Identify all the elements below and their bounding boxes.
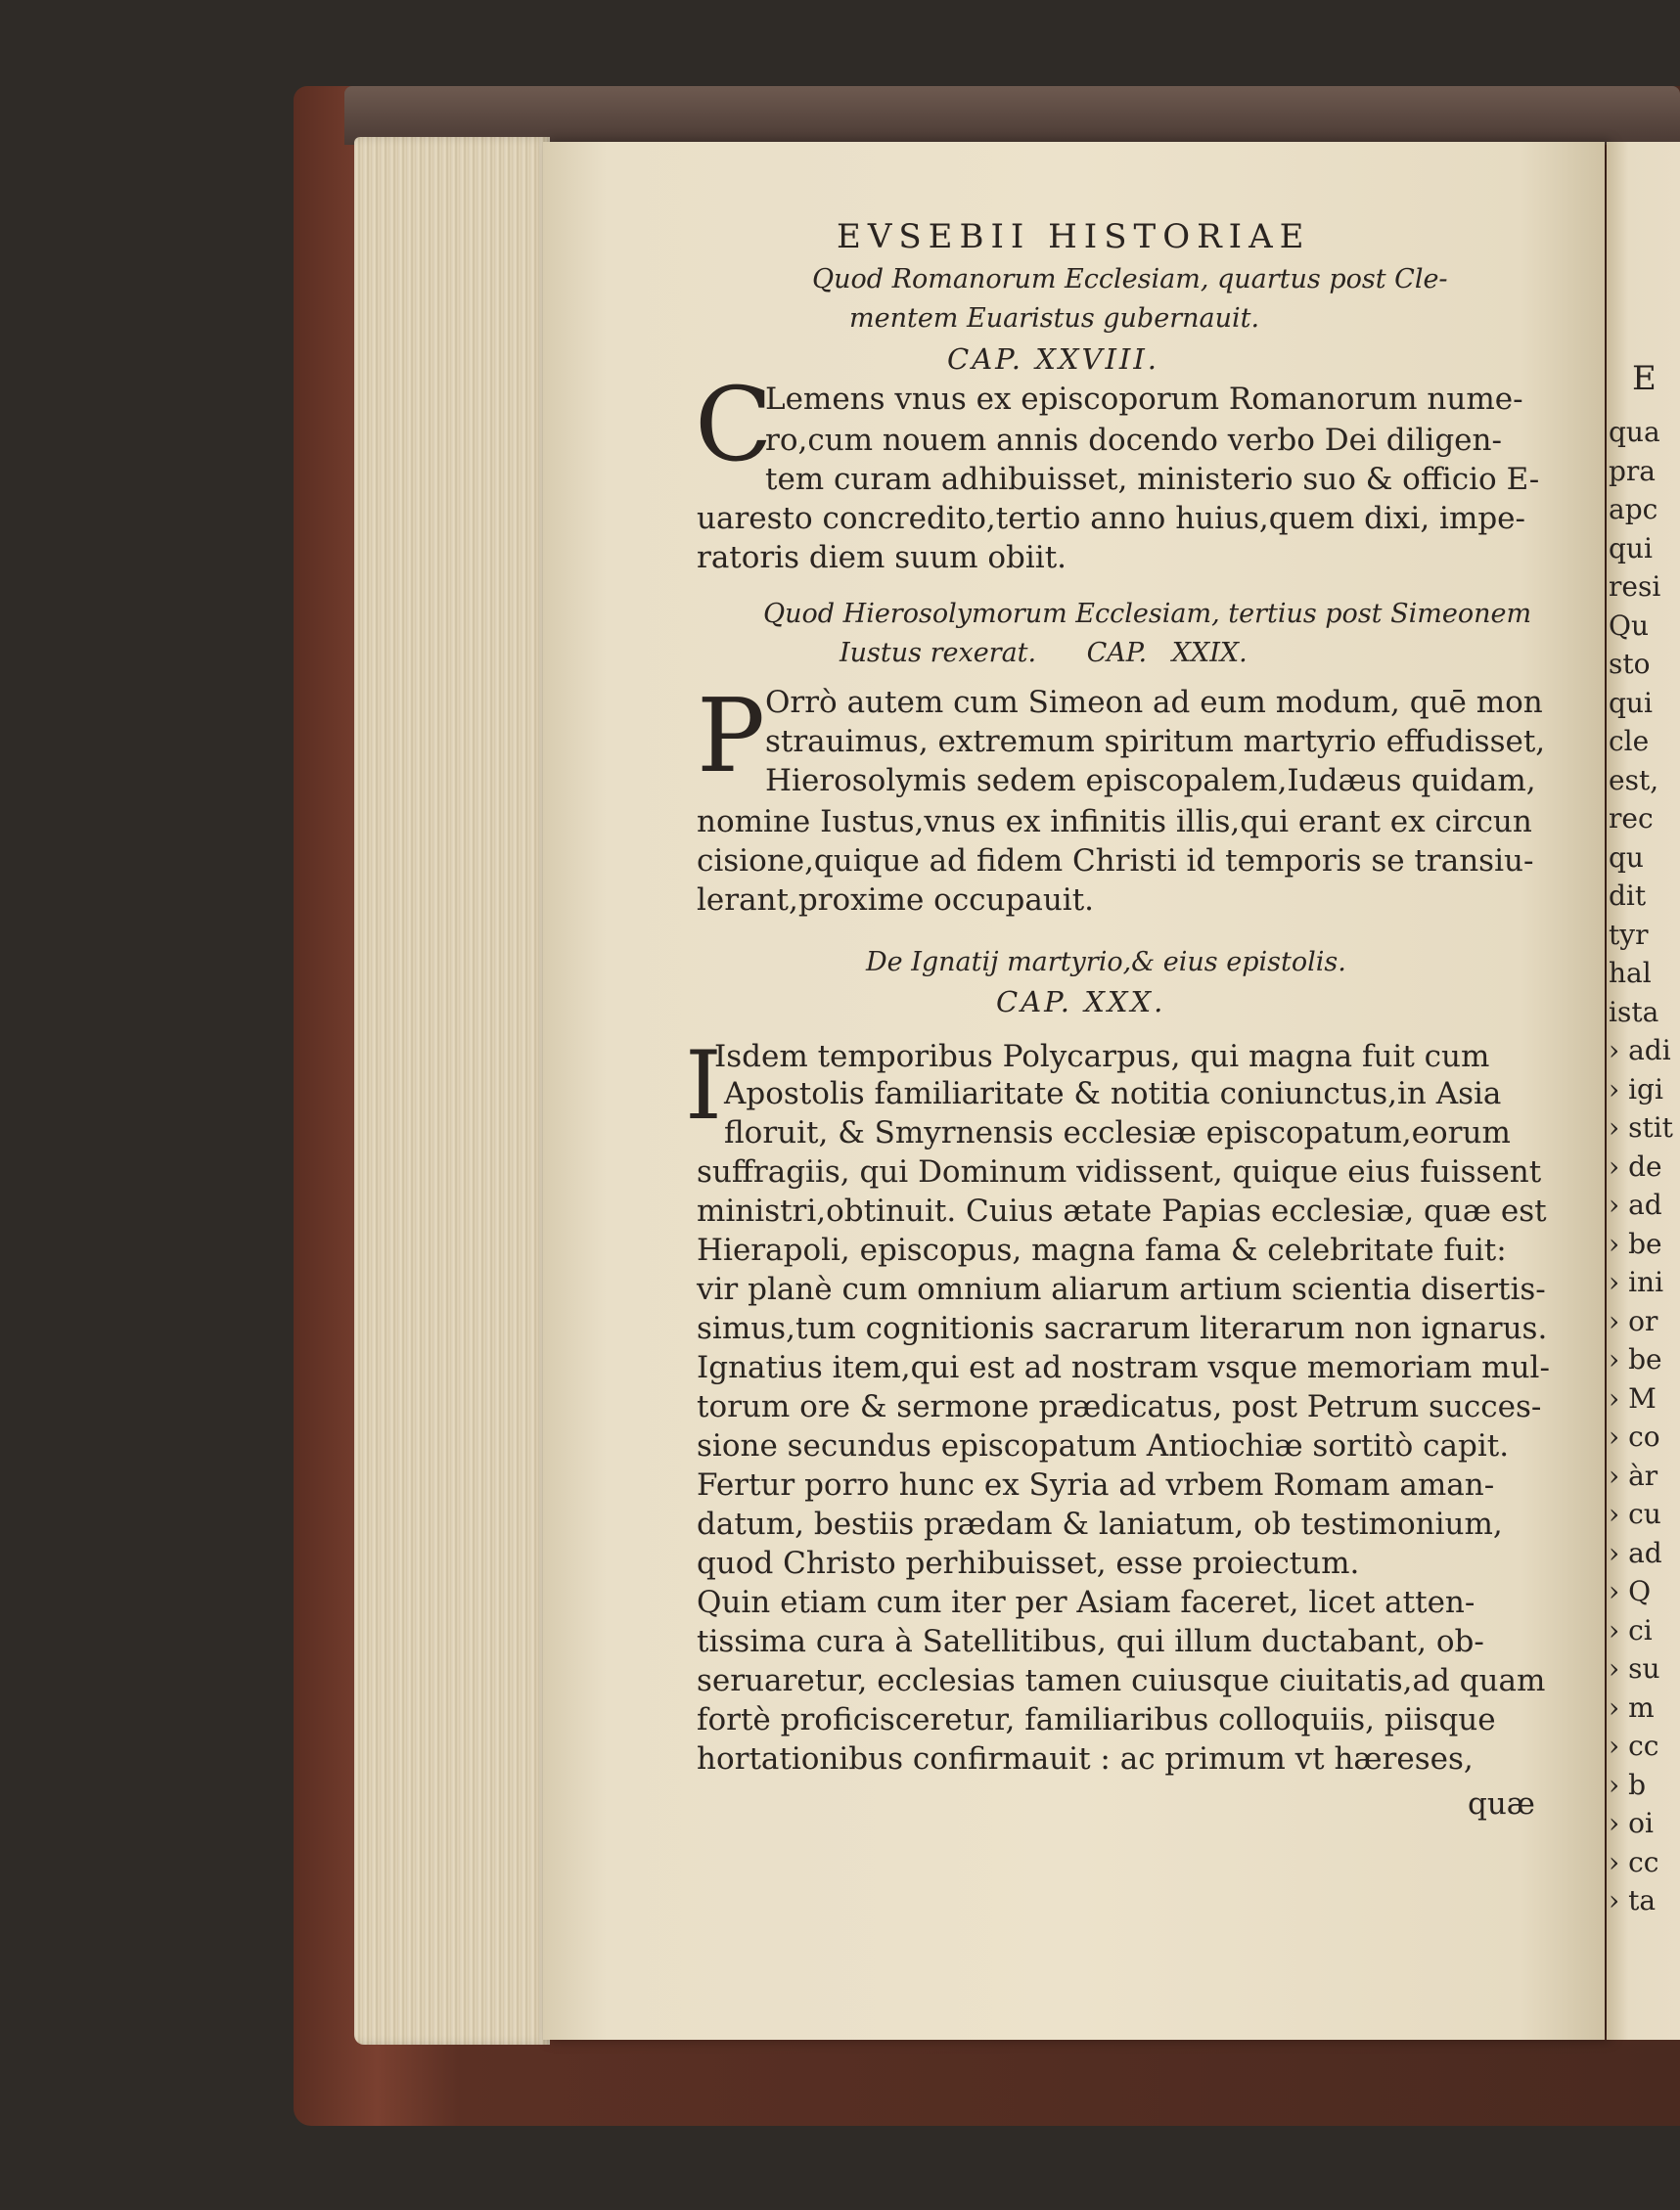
- chapter-28-title-line-2: mentem Euaristus gubernauit.: [849, 303, 1260, 334]
- chapter-29-title-line-2: Iustus rexerat. CAP. XXIX.: [840, 638, 1248, 668]
- right-page-fragment: › ci: [1609, 1613, 1653, 1646]
- right-page-fragment: › or: [1609, 1304, 1658, 1337]
- right-page-fragment: › ini: [1609, 1266, 1664, 1298]
- page-fore-edge: [354, 137, 550, 2045]
- right-page-fragment: apc: [1609, 493, 1658, 525]
- right-page-fragment: › be: [1609, 1227, 1662, 1260]
- right-page-fragment: › su: [1609, 1652, 1660, 1685]
- right-page-fragment: qua: [1609, 416, 1660, 448]
- chapter-30-line-12: Fertur porro hunc ex Syria ad vrbem Romam aman-: [697, 1467, 1495, 1503]
- chapter-30-line-9: Ignatius item,qui est ad nostram vsque memoriam mul-: [697, 1350, 1550, 1385]
- right-page-fragment: sto: [1609, 648, 1651, 680]
- chapter-29-line-5: cisione,quique ad fidem Christi id temporis se transiu-: [697, 843, 1534, 879]
- chapter-30-line-13: datum, bestiis prædam & laniatum, ob testimonium,: [697, 1507, 1503, 1542]
- right-page-fragment: qui: [1609, 531, 1653, 564]
- right-page-fragment: › Q: [1609, 1575, 1652, 1607]
- right-page-fragment: › cu: [1609, 1498, 1661, 1530]
- book-top-edge: [344, 86, 1680, 145]
- chapter-30-line-5: ministri,obtinuit. Cuius ætate Papias ecclesiæ, quæ est: [697, 1194, 1547, 1229]
- right-page-fragment: › oi: [1609, 1807, 1654, 1839]
- chapter-30-line-17: seruaretur, ecclesias tamen cuiusque ciuitatis,ad quam: [697, 1663, 1546, 1698]
- right-page-fragment: › co: [1609, 1421, 1660, 1453]
- chapter-30-line-15: Quin etiam cum iter per Asiam faceret, licet atten-: [697, 1585, 1476, 1620]
- chapter-29-line-6: lerant,proxime occupauit.: [697, 882, 1095, 918]
- right-page-fragment: resi: [1609, 570, 1661, 603]
- chapter-28-dropcap: C: [695, 365, 773, 484]
- right-page-fragment: qu: [1609, 840, 1644, 874]
- chapter-28-line-3: tem curam adhibuisset, ministerio suo & officio E-: [765, 462, 1540, 497]
- chapter-29-line-1: Orrò autem cum Simeon ad eum modum, quē mon: [765, 685, 1543, 720]
- right-page-fragment: › m: [1609, 1691, 1655, 1724]
- chapter-30-line-18: fortè proficisceretur, familiaribus colloquiis, piisque: [697, 1702, 1496, 1737]
- right-page-fragment: Qu: [1609, 609, 1649, 642]
- right-page-fragment: › ad: [1609, 1189, 1662, 1221]
- right-page-fragment: rec: [1609, 802, 1654, 834]
- chapter-28-cap: CAP. XXVIII.: [947, 342, 1160, 376]
- chapter-30-line-7: vir planè cum omnium aliarum artium scientia disertis-: [697, 1272, 1546, 1307]
- chapter-30-line-19: hortationibus confirmauit : ac primum vt hæreses,: [697, 1741, 1474, 1777]
- chapter-28-line-5: ratoris diem suum obiit.: [697, 540, 1067, 575]
- right-page-fragment: › adi: [1609, 1034, 1671, 1066]
- chapter-30-cap: CAP. XXX.: [996, 985, 1166, 1018]
- chapter-30-line-8: simus,tum cognitionis sacrarum literarum non ignarus.: [697, 1311, 1548, 1346]
- chapter-29-title-line-1: Quod Hierosolymorum Ecclesiam, tertius post Simeonem: [763, 599, 1532, 629]
- right-page-fragment: hal: [1609, 957, 1652, 989]
- right-page-fragment: qui: [1609, 686, 1653, 719]
- chapter-30-line-11: sione secundus episcopatum Antiochiæ sortitò capit.: [697, 1428, 1510, 1464]
- chapter-30-line-16: tissima cura à Satellitibus, qui illum ductabant, ob-: [697, 1624, 1484, 1659]
- chapter-30-line-2: Apostolis familiaritate & notitia coniunctus,in Asia: [724, 1076, 1502, 1111]
- right-page-fragment: › ta: [1609, 1884, 1657, 1917]
- right-page-fragment: › M: [1609, 1381, 1657, 1415]
- right-page-fragment: › b: [1609, 1768, 1647, 1801]
- right-page-fragment: pra: [1609, 454, 1657, 487]
- chapter-30-dropcap: I: [685, 1031, 722, 1141]
- right-page-fragment: › igi: [1609, 1072, 1663, 1105]
- chapter-28-title-line-1: Quod Romanorum Ecclesiam, quartus post Cle-: [812, 264, 1448, 294]
- running-head: EVSEBII HISTORIAE: [837, 217, 1311, 256]
- right-running-head: E: [1632, 359, 1657, 398]
- chapter-28-line-4: uaresto concredito,tertio anno huius,quem dixi, impe-: [697, 501, 1526, 536]
- right-page-fragment: › àr: [1609, 1459, 1658, 1492]
- chapter-30-line-3: floruit, & Smyrnensis ecclesiæ episcopatum,eorum: [724, 1115, 1511, 1150]
- right-page-fragment: dit: [1609, 879, 1647, 912]
- chapter-30-line-4: suffragiis, qui Dominum vidissent, quique eius fuissent: [697, 1154, 1542, 1190]
- right-page-fragment: ista: [1609, 995, 1659, 1028]
- right-page-fragment: › ad: [1609, 1536, 1662, 1569]
- chapter-30-line-1: Isdem temporibus Polycarpus, qui magna fuit cum: [714, 1039, 1490, 1074]
- right-page-fragment: › de: [1609, 1150, 1662, 1183]
- right-page: [1607, 142, 1680, 2040]
- catchword: quæ: [1468, 1786, 1535, 1822]
- chapter-30-line-14: quod Christo perhibuisset, esse proiectum.: [697, 1546, 1360, 1581]
- right-page-fragment: › cc: [1609, 1845, 1659, 1878]
- chapter-29-line-2: strauimus, extremum spiritum martyrio effudisset,: [765, 724, 1546, 759]
- chapter-28-line-2: ro,cum nouem annis docendo verbo Dei diligen-: [765, 423, 1502, 458]
- chapter-29-line-3: Hierosolymis sedem episcopalem,Iudæus quidam,: [765, 763, 1536, 798]
- right-page-fragment: › cc: [1609, 1730, 1659, 1762]
- right-page-fragment: › be: [1609, 1343, 1662, 1376]
- right-page-fragment: cle: [1609, 725, 1650, 757]
- chapter-30-line-10: torum ore & sermone prædicatus, post Petrum succes-: [697, 1389, 1542, 1424]
- right-page-fragment: est,: [1609, 763, 1659, 796]
- right-page-fragment: › stit: [1609, 1111, 1673, 1144]
- right-page-fragment: tyr: [1609, 918, 1649, 951]
- chapter-30-title: De Ignatij martyrio,& eius epistolis.: [866, 947, 1346, 977]
- chapter-28-line-1: Lemens vnus ex episcoporum Romanorum nume-: [765, 382, 1523, 417]
- chapter-29-line-4: nomine Iustus,vnus ex infinitis illis,qui erant ex circun: [697, 804, 1532, 839]
- chapter-29-dropcap: P: [697, 676, 765, 795]
- chapter-30-line-6: Hierapoli, episcopus, magna fama & celebritate fuit:: [697, 1233, 1507, 1268]
